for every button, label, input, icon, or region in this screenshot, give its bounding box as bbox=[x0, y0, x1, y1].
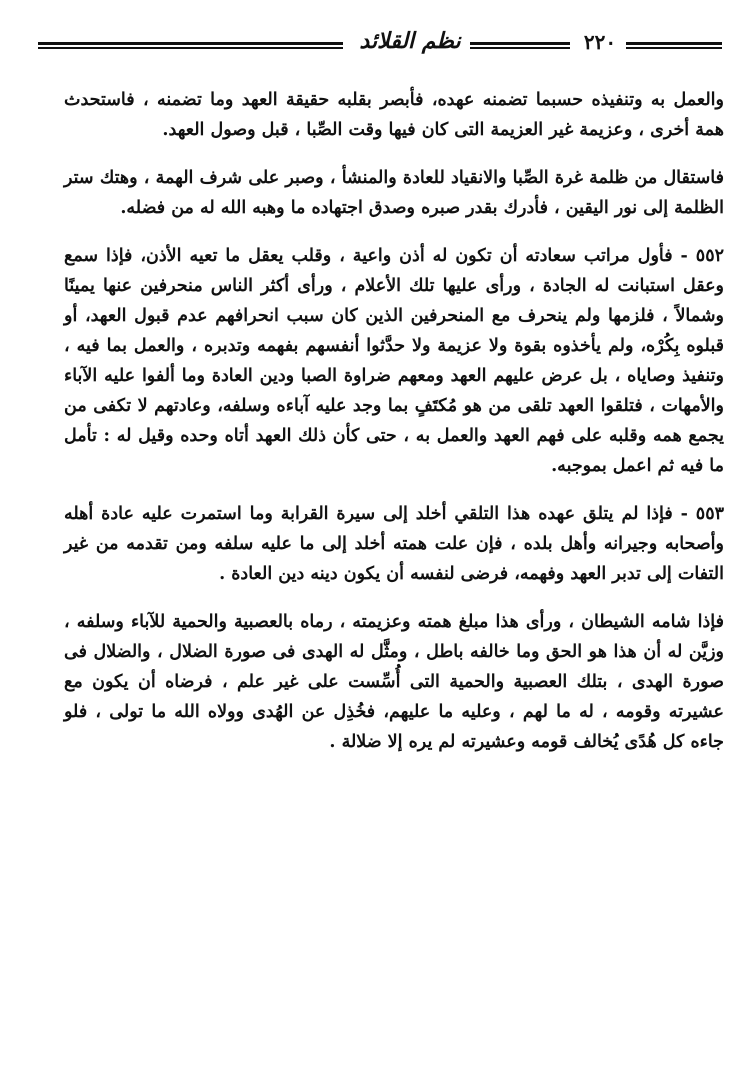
book-title: نظم القلائد bbox=[359, 28, 461, 54]
page-header bbox=[38, 28, 722, 68]
header-rule-middle bbox=[470, 42, 570, 51]
paragraph-1: والعمل به وتنفيذه حسبما تضمنه عهده، فأبصر بقلبه حقيقة العهد وما تضمنه ، فاستحدث همة أخرى ، وعزيمة غير العزيمة التى كان فيها وقت الصِّبا ، قبل وصول العهد. bbox=[64, 90, 724, 140]
page-body bbox=[64, 85, 724, 775]
paragraph-552: ٥٥٢ - فأول مراتب سعادته أن تكون له أذن واعية ، وقلب يعقل ما تعيه الأذن، فإذا سمع وعقل استبانت له الجادة ، ورأى عليها تلك الأعلام ، ورأى أكثر الناس منحرفين عنها يمينًا وشمالاً ، فلزمها ولم ينحرف مع المنحرفين الذين كان سبب انحرافهم عدم قبول العهد، أو قبلوه بِكُرْه، ولم يأخذوه بقوة ولا عزيمة ولا حدَّثوا أنفسهم بفهمه وتدبره ، والعمل بما فيه ، وتنفيذ وصاياه ، بل عرض عليهم العهد ومعهم ضراوة الصبا ودين العادة وما ألفوا عليه الآباء والأمهات ، فتلقوا العهد تلقى من هو مُكتَفٍ بما وجد عليه آباءه وسلفه، وعادتهم لا تكفى من يجمع همه وقلبه على فهم العهد والعمل به ، حتى كأن ذلك العهد أتاه وحده وقيل له : تأمل ما فيه ثم اعمل بموجبه. bbox=[64, 246, 724, 476]
page-number: ٢٢٠ bbox=[583, 30, 617, 54]
paragraph-5: فإذا شامه الشيطان ، ورأى هذا مبلغ همته وعزيمته ، رماه بالعصبية والحمية للآباء وسلفه ، وزيَّن له أن هذا هو الحق وما خالفه باطل ، ومثَّل له الهدى فى صورة الضلال ، والضلال فى صورة الهدى ، بتلك العصبية والحمية التى أُسِّست على غير علم ، فرضاه أن يكون مع عشيرته وقومه ، له ما لهم ، وعليه ما عليهم، فخُذِل عن الهُدى وولاه الله ما تولى ، فلو جاءه كل هُدًى يُخالف قومه وعشيرته لم يره إلا ضلالة . bbox=[64, 612, 724, 752]
header-rule-left bbox=[38, 42, 343, 51]
header-rule-right bbox=[626, 42, 722, 51]
paragraph-2: فاستقال من ظلمة غرة الصِّبا والانقياد للعادة والمنشأ ، وصبر على شرف الهمة ، وهتك ستر الظلمة إلى نور اليقين ، فأدرك بقدر صبره وصدق اجتهاده ما وهبه الله له من فضله. bbox=[64, 168, 724, 218]
paragraph-553: ٥٥٣ - فإذا لم يتلق عهده هذا التلقي أخلد إلى سيرة القرابة وما استمرت عليه عادة أهله وأصحابه وجيرانه وأهل بلده ، فإن علت همته أخلد إلى ما عليه سلفه ومن تقدمه من غير التفات إلى تدبر العهد وفهمه، فرضى لنفسه أن يكون دينه دين العادة . bbox=[64, 504, 724, 584]
